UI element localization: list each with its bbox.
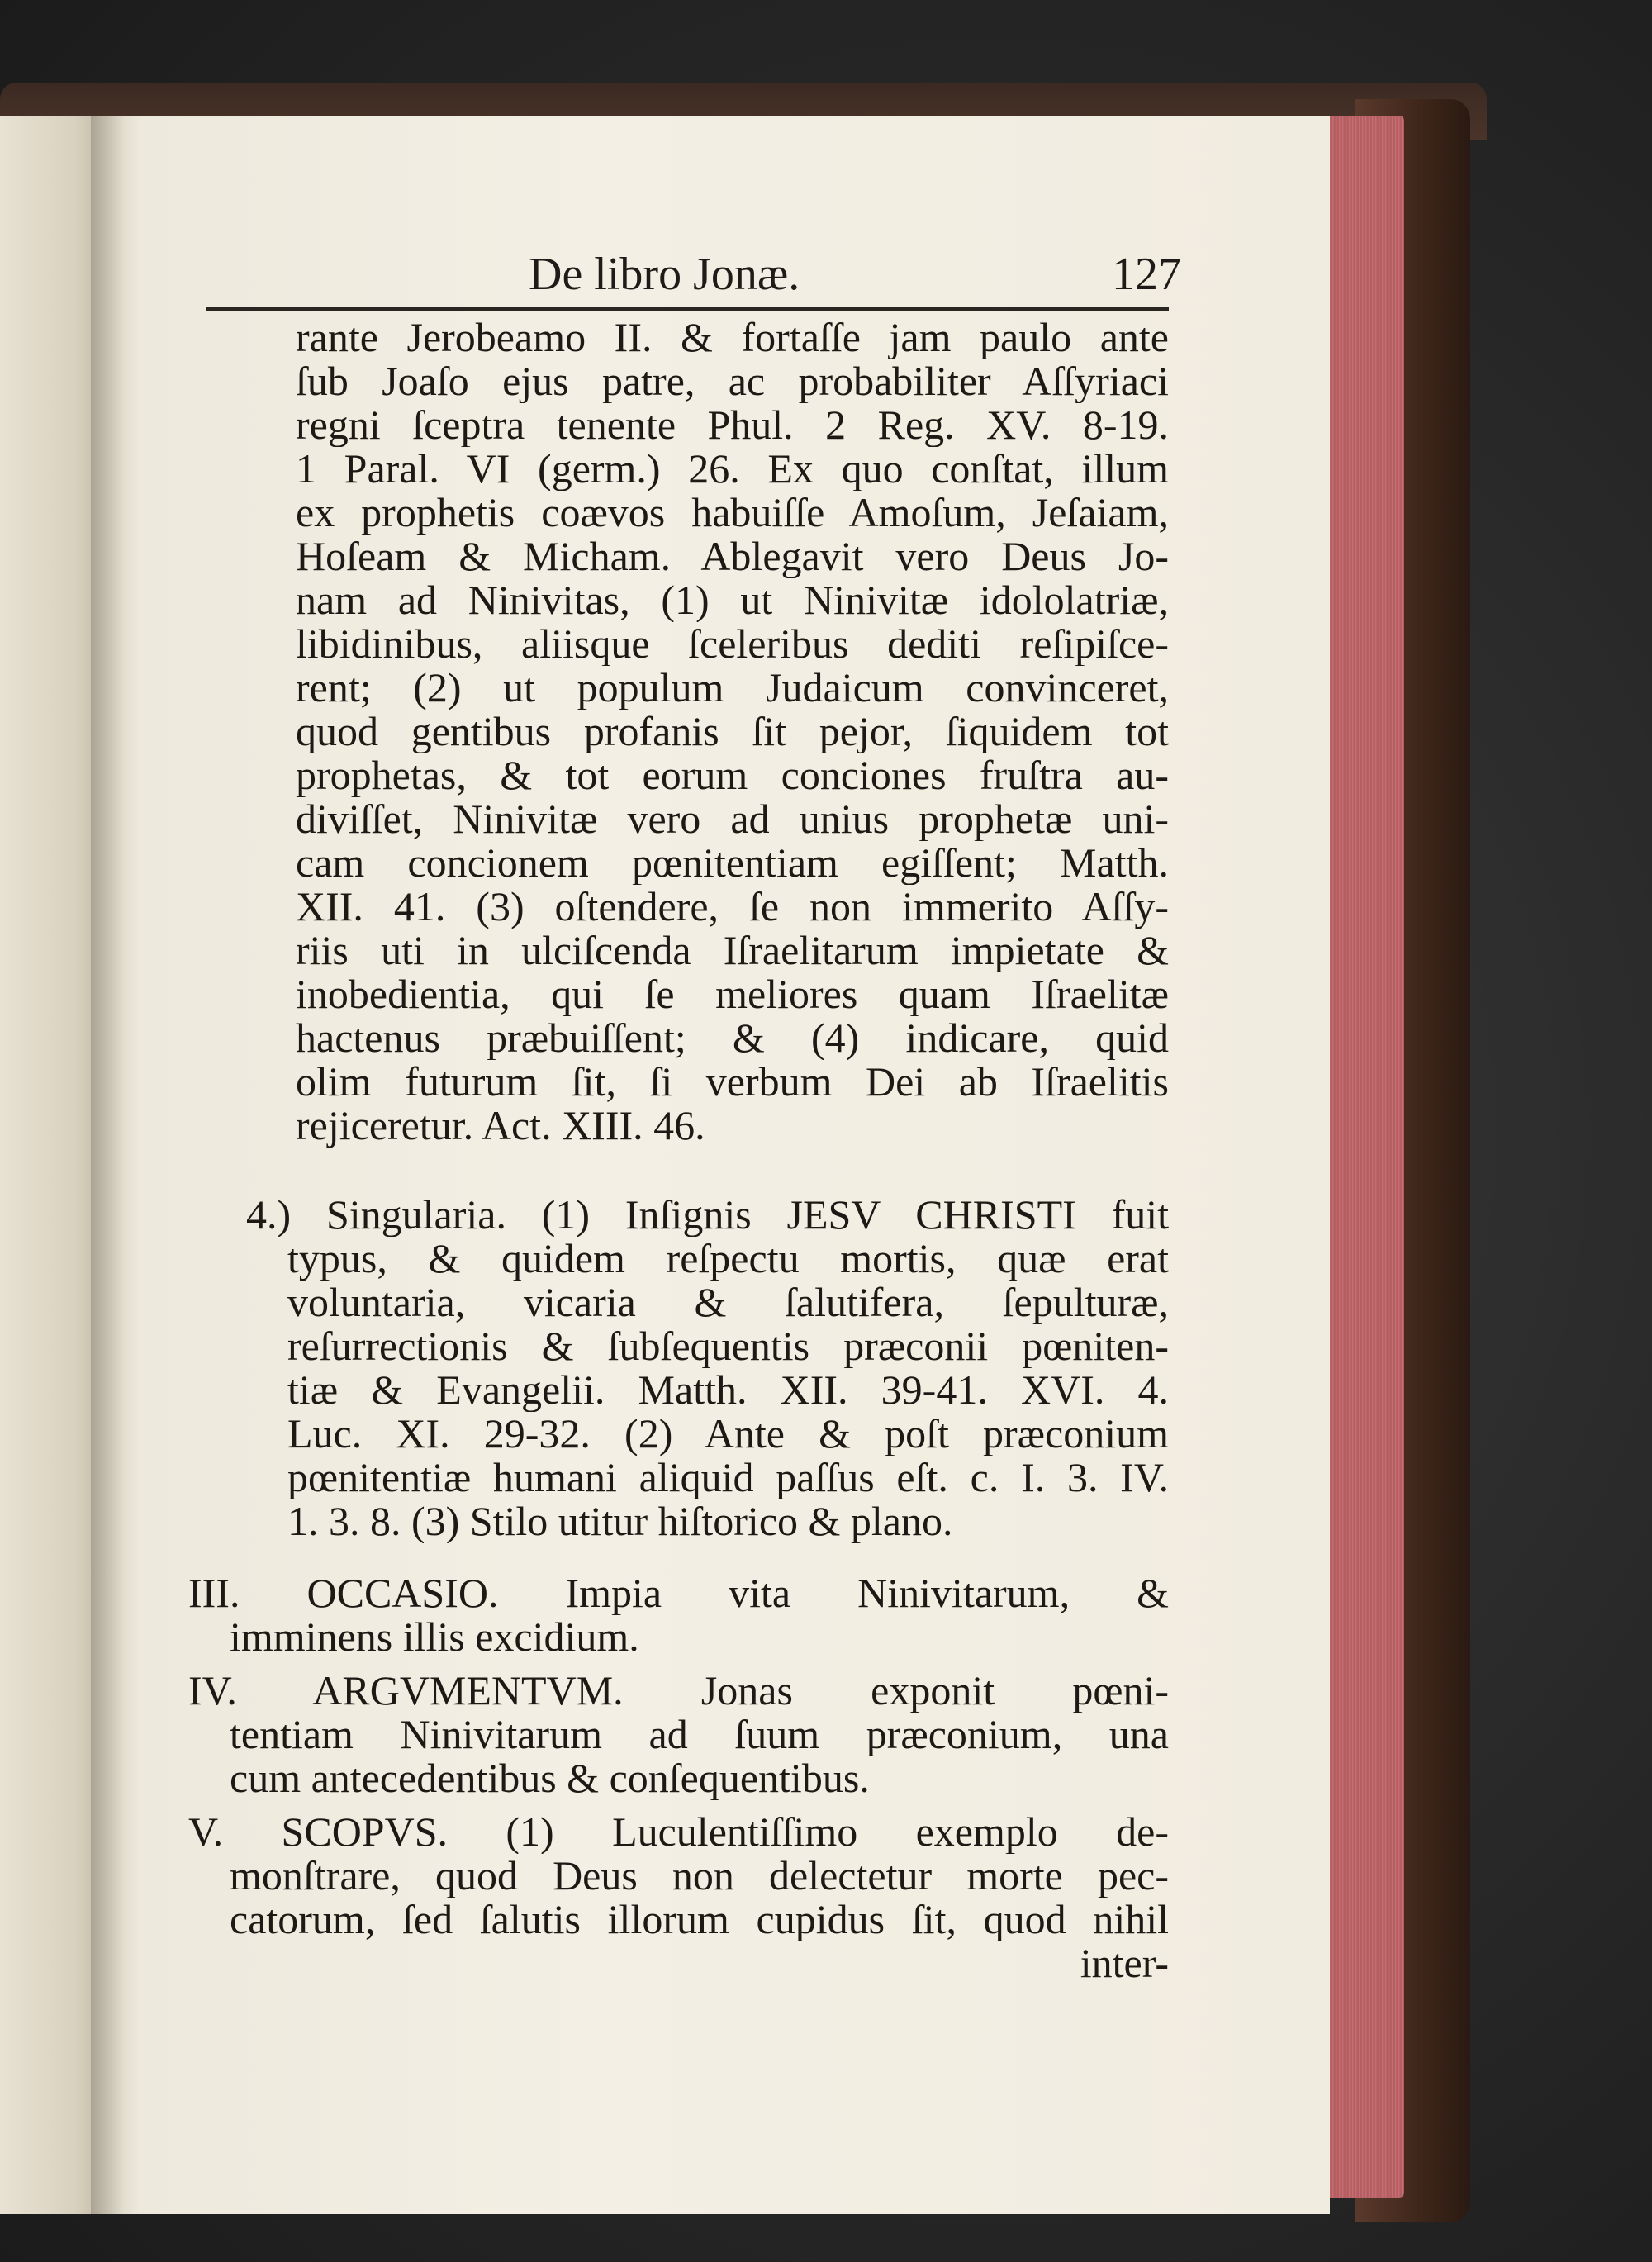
page-header bbox=[206, 248, 1181, 300]
text-line: ex prophetis coævos habuiſſe Amoſum, Jeſaiam, bbox=[296, 491, 1169, 535]
text-line: Luc. XI. 29-32. (2) Ante & poſt præconium bbox=[287, 1412, 1169, 1456]
catchword: inter- bbox=[1080, 1941, 1169, 1985]
section-singularia bbox=[246, 1193, 1169, 1543]
text-line: 4.) Singularia. (1) Inſignis JESV CHRISTI fuit bbox=[246, 1193, 1169, 1237]
text-line: libidinibus, aliisque ſceleribus dediti reſipiſce- bbox=[296, 622, 1169, 666]
text-line: ſub Joaſo ejus patre, ac probabiliter Aſſyriaci bbox=[296, 359, 1169, 403]
text-line: catorum, ſed ſalutis illorum cupidus ſit, quod nihil bbox=[230, 1898, 1169, 1941]
red-page-edges bbox=[1330, 116, 1404, 2198]
text-line: inobedientia, qui ſe meliores quam Iſraelitæ bbox=[296, 972, 1169, 1016]
text-line: 1. 3. 8. (3) Stilo utitur hiſtorico & plano. bbox=[287, 1499, 953, 1543]
text-line: typus, & quidem reſpectu mortis, quæ erat bbox=[287, 1237, 1169, 1281]
section-occasio-heading: III. OCCASIO. Impia vita Ninivitarum, & bbox=[188, 1571, 1169, 1615]
text-line: XII. 41. (3) oſtendere, ſe non immerito Aſſy- bbox=[296, 885, 1169, 929]
text-line: cam concionem pœnitentiam egiſſent; Matth. bbox=[296, 841, 1169, 885]
text-line: Hoſeam & Micham. Ablegavit vero Deus Jo- bbox=[296, 535, 1169, 578]
text-line: prophetas, & tot eorum conciones fruſtra au- bbox=[296, 753, 1169, 797]
text-line: monſtrare, quod Deus non delectetur morte pec- bbox=[230, 1854, 1169, 1898]
text-line: olim futurum ſit, ſi verbum Dei ab Iſraelitis bbox=[296, 1060, 1169, 1104]
text-line: riis uti in ulciſcenda Iſraelitarum impietate & bbox=[296, 929, 1169, 972]
text-line: 1 Paral. VI (germ.) 26. Ex quo conſtat, illum bbox=[296, 447, 1169, 491]
text-line: nam ad Ninivitas, (1) ut Ninivitæ idololatriæ, bbox=[296, 578, 1169, 622]
text-line: rent; (2) ut populum Judaicum convinceret, bbox=[296, 666, 1169, 710]
section-scopus-heading: V. SCOPVS. (1) Luculentiſſimo exemplo de- bbox=[188, 1810, 1169, 1854]
sections-occasio-argumentum-scopus bbox=[188, 1571, 1169, 1985]
section-argumentum-heading: IV. ARGVMENTVM. Jonas exponit pœni- bbox=[188, 1669, 1169, 1713]
page-gutter-shadow bbox=[91, 116, 124, 2214]
running-title: De libro Jonæ. bbox=[529, 249, 800, 300]
text-line: pœnitentiæ humani aliquid paſſus eſt. c. I. 3. IV. bbox=[287, 1456, 1169, 1499]
paragraph-continuation bbox=[296, 316, 1169, 1148]
text-line: rejiceretur. Act. XIII. 46. bbox=[296, 1104, 705, 1148]
page-number: 127 bbox=[1112, 249, 1181, 300]
text-line: voluntaria, vicaria & ſalutifera, ſepulturæ, bbox=[287, 1281, 1169, 1324]
text-line: rante Jerobeamo II. & fortaſſe jam paulo ante bbox=[296, 316, 1169, 359]
header-rule bbox=[206, 307, 1169, 311]
text-line: hactenus præbuiſſent; & (4) indicare, quid bbox=[296, 1016, 1169, 1060]
text-line: reſurrectionis & ſubſequentis præconii pœniten- bbox=[287, 1324, 1169, 1368]
text-line: imminens illis excidium. bbox=[230, 1615, 639, 1659]
text-line: quod gentibus profanis ſit pejor, ſiquidem tot bbox=[296, 710, 1169, 753]
text-line: cum antecedentibus & conſequentibus. bbox=[230, 1756, 870, 1800]
text-line: tentiam Ninivitarum ad ſuum præconium, una bbox=[230, 1713, 1169, 1756]
text-line: regni ſceptra tenente Phul. 2 Reg. XV. 8-19. bbox=[296, 403, 1169, 447]
text-line: diviſſet, Ninivitæ vero ad unius prophetæ uni- bbox=[296, 797, 1169, 841]
text-line: tiæ & Evangelii. Matth. XII. 39-41. XVI. 4. bbox=[287, 1368, 1169, 1412]
